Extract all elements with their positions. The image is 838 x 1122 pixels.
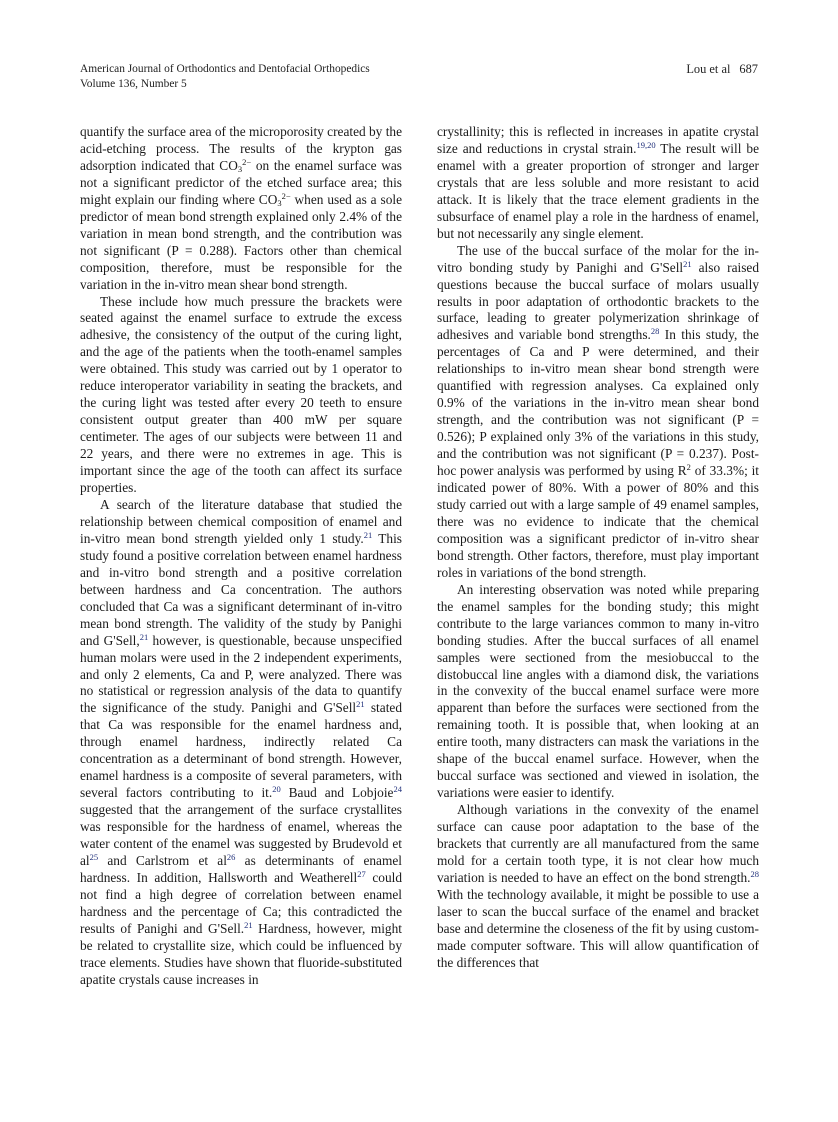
superscript-charge: 2− — [242, 156, 252, 167]
superscript-charge: 2− — [281, 190, 291, 201]
text-run: suggested that the arrangement of the surface crystallites was responsible for the hardness of enamel, whereas the water content of the enamel was suggested by Brudevold et al — [80, 802, 402, 868]
text-run: crystallinity; this is reflected in increases in apatite crystal size and reductions in crystal strain. — [437, 124, 759, 156]
page-number: 687 — [739, 62, 758, 76]
right-column — [437, 124, 759, 972]
reference-link[interactable]: 26 — [226, 851, 236, 862]
journal-volume: Volume 136, Number 5 — [80, 78, 187, 90]
text-run: A search of the literature database that studied the relationship between chemical composition of enamel and in-vitro mean bond strength yielded only 1 study. — [80, 496, 402, 546]
paragraph: These include how much pressure the brackets were seated against the enamel surface to extrude the excess adhesive, the consistency of the output of the curing light, and the age of the patients when the tooth-enamel samples were obtained. This study was carried out by 1 operator to reduce interoperator variability in seating the brackets, and the curing light was tested after every 20 teeth to ensure consistent output greater than 400 mW per square centimeter. The ages of our subjects were between 11 and 22 years, and there were no extremes in age. This is important since the age of the tooth can affect its surface properties. — [80, 293, 402, 496]
left-column — [80, 124, 402, 989]
reference-link[interactable]: 21 — [356, 699, 365, 710]
text-run: With the technology available, it might be possible to use a laser to scan the buccal surface of the enamel and bracket base and determine the closeness of the fit by using custom-made computer software. This will allow quantification of the differences that — [437, 886, 759, 970]
reference-link[interactable]: 28 — [750, 868, 759, 879]
reference-link[interactable]: 20 — [272, 784, 281, 795]
reference-link[interactable]: 24 — [393, 784, 402, 795]
text-run: could not find a high degree of correlation between enamel hardness and the percentage of Ca; this contradicted the results of Panighi and G'Sell. — [80, 869, 402, 936]
paragraph: An interesting observation was noted while preparing the enamel samples for the bonding study; this might contribute to the large variances common to many in-vitro bonding studies. After the buccal surfaces of all enamel samples were sectioned from the mesiobuccal to the distobuccal line angles with a diamond disk, the variations in the convexity of the buccal enamel surface were more apparent than before the surfaces were sectioned from the remaining tooth. It is possible that, when looking at an entire tooth, many distracters can mask the variations in the shape of the buccal enamel surface. However, when the buccal surface was sectioned and viewed in isolation, the variations were easier to identify. — [437, 581, 759, 801]
text-run: Baud and Lobjoie — [280, 785, 394, 801]
paragraph — [80, 497, 402, 989]
journal-info — [80, 62, 370, 92]
superscript-exponent: 2 — [686, 462, 691, 473]
journal-title: American Journal of Orthodontics and Dentofacial Orthopedics — [80, 63, 370, 75]
reference-link[interactable]: 21 — [244, 919, 253, 930]
text-run: stated that Ca was responsible for the enamel hardness and, through enamel hardness, indirectly related Ca concentration as a determinant of bond strength. However, enamel hardness is a composite of several parameters, with several factors contributing to it. — [80, 700, 402, 801]
text-run: quantify the surface area of the microporosity created by the acid-etching process. The results of the krypton gas adsorption indicated that CO — [80, 124, 402, 173]
reference-link[interactable]: 25 — [89, 851, 99, 862]
reference-link[interactable]: 21 — [139, 631, 149, 642]
paragraph — [437, 243, 759, 582]
text-run: and Carlstrom et al — [98, 852, 227, 868]
reference-link[interactable]: 19,20 — [636, 139, 656, 150]
text-run: on the enamel surface was not a significant predictor of the etched surface area; this might explain our finding where CO — [80, 157, 403, 207]
reference-link[interactable]: 21 — [683, 258, 692, 269]
reference-link[interactable]: 21 — [363, 529, 373, 540]
paragraph — [437, 124, 759, 243]
text-run: of 33.3%; it indicated power of 80%. With a power of 80% and this study carried out with a large sample of 49 enamel samples, there was no evidence to indicate that the chemical composition was a significant predictor of in-vitro shear bond strength. Other factors, therefore, must play important roles in variations of the bond strength. — [437, 463, 759, 580]
text-run: In this study, the percentages of Ca and P were determined, and their relationships to in-vitro mean shear bond strength were quantified with regression analyses. Ca explained only 0.9% of the variations in the in-vitro mean shear bond strength, and the contribution was not significant (P = 0.526); P explained only 3% of the variations in this study, and the contribution was not significant (P = 0.237). Post-hoc power analysis was performed by using R — [437, 327, 759, 479]
article-authors: Lou et al — [686, 62, 731, 76]
reference-link[interactable]: 27 — [357, 868, 366, 879]
text-run: The use of the buccal surface of the molar for the in-vitro bonding study by Panighi and G'Sell — [437, 242, 759, 275]
text-run: also raised questions because the buccal surface of molars usually results in poor adaptation of orthodontic brackets to the surface, leading to greater polymerization shrinkage of adhesives and variable bond strengths. — [437, 259, 760, 343]
page-info — [686, 62, 758, 77]
reference-link[interactable]: 28 — [650, 326, 660, 337]
subscript: 3 — [237, 163, 243, 174]
paragraph — [437, 802, 759, 972]
text-run: Hardness, however, might be related to crystallite size, which could be influenced by trace elements. Studies have shown that fluoride-substituted apatite crystals cause increases in — [80, 920, 402, 987]
text-run: Although variations in the convexity of the enamel surface can cause poor adaptation to the base of the brackets that currently are all manufactured from the same mold for a certain tooth type, it is not clear how much variation is needed to have an effect on the bond strength. — [437, 802, 759, 885]
text-run: The result will be enamel with a greater proportion of stronger and larger crystals that are less soluble and more resistant to acid attack. It is likely that the trace element gradients in the subsurface of enamel play a role in the hardness of enamel, but not necessarily any single element. — [437, 140, 759, 241]
text-run: when used as a sole predictor of mean bond strength explained only 2.4% of the variation in mean bond strength, and the contribution was not significant (P = 0.288). Factors other than chemical composition, therefore, must be responsible for the variation in the in-vitro mean shear bond strength. — [80, 191, 402, 292]
text-run: however, is questionable, because unspecified human molars were used in the 2 independent experiments, and only 2 elements, Ca and P, were analyzed. There was no statistical or regression analysis of the data to quantify the significance of the study. Panighi and G'Sell — [80, 632, 402, 716]
text-run: This study found a positive correlation between enamel hardness and in-vitro bond strength and a positive correlation between hardness and Ca concentration. The authors concluded that Ca was a significant determinant of in-vitro mean bond strength. The validity of the study by Panighi and G'Sell, — [80, 530, 402, 648]
paragraph — [80, 124, 402, 294]
text-run: as determinants of enamel hardness. In addition, Hallsworth and Weatherell — [80, 852, 402, 885]
subscript: 3 — [277, 197, 282, 208]
